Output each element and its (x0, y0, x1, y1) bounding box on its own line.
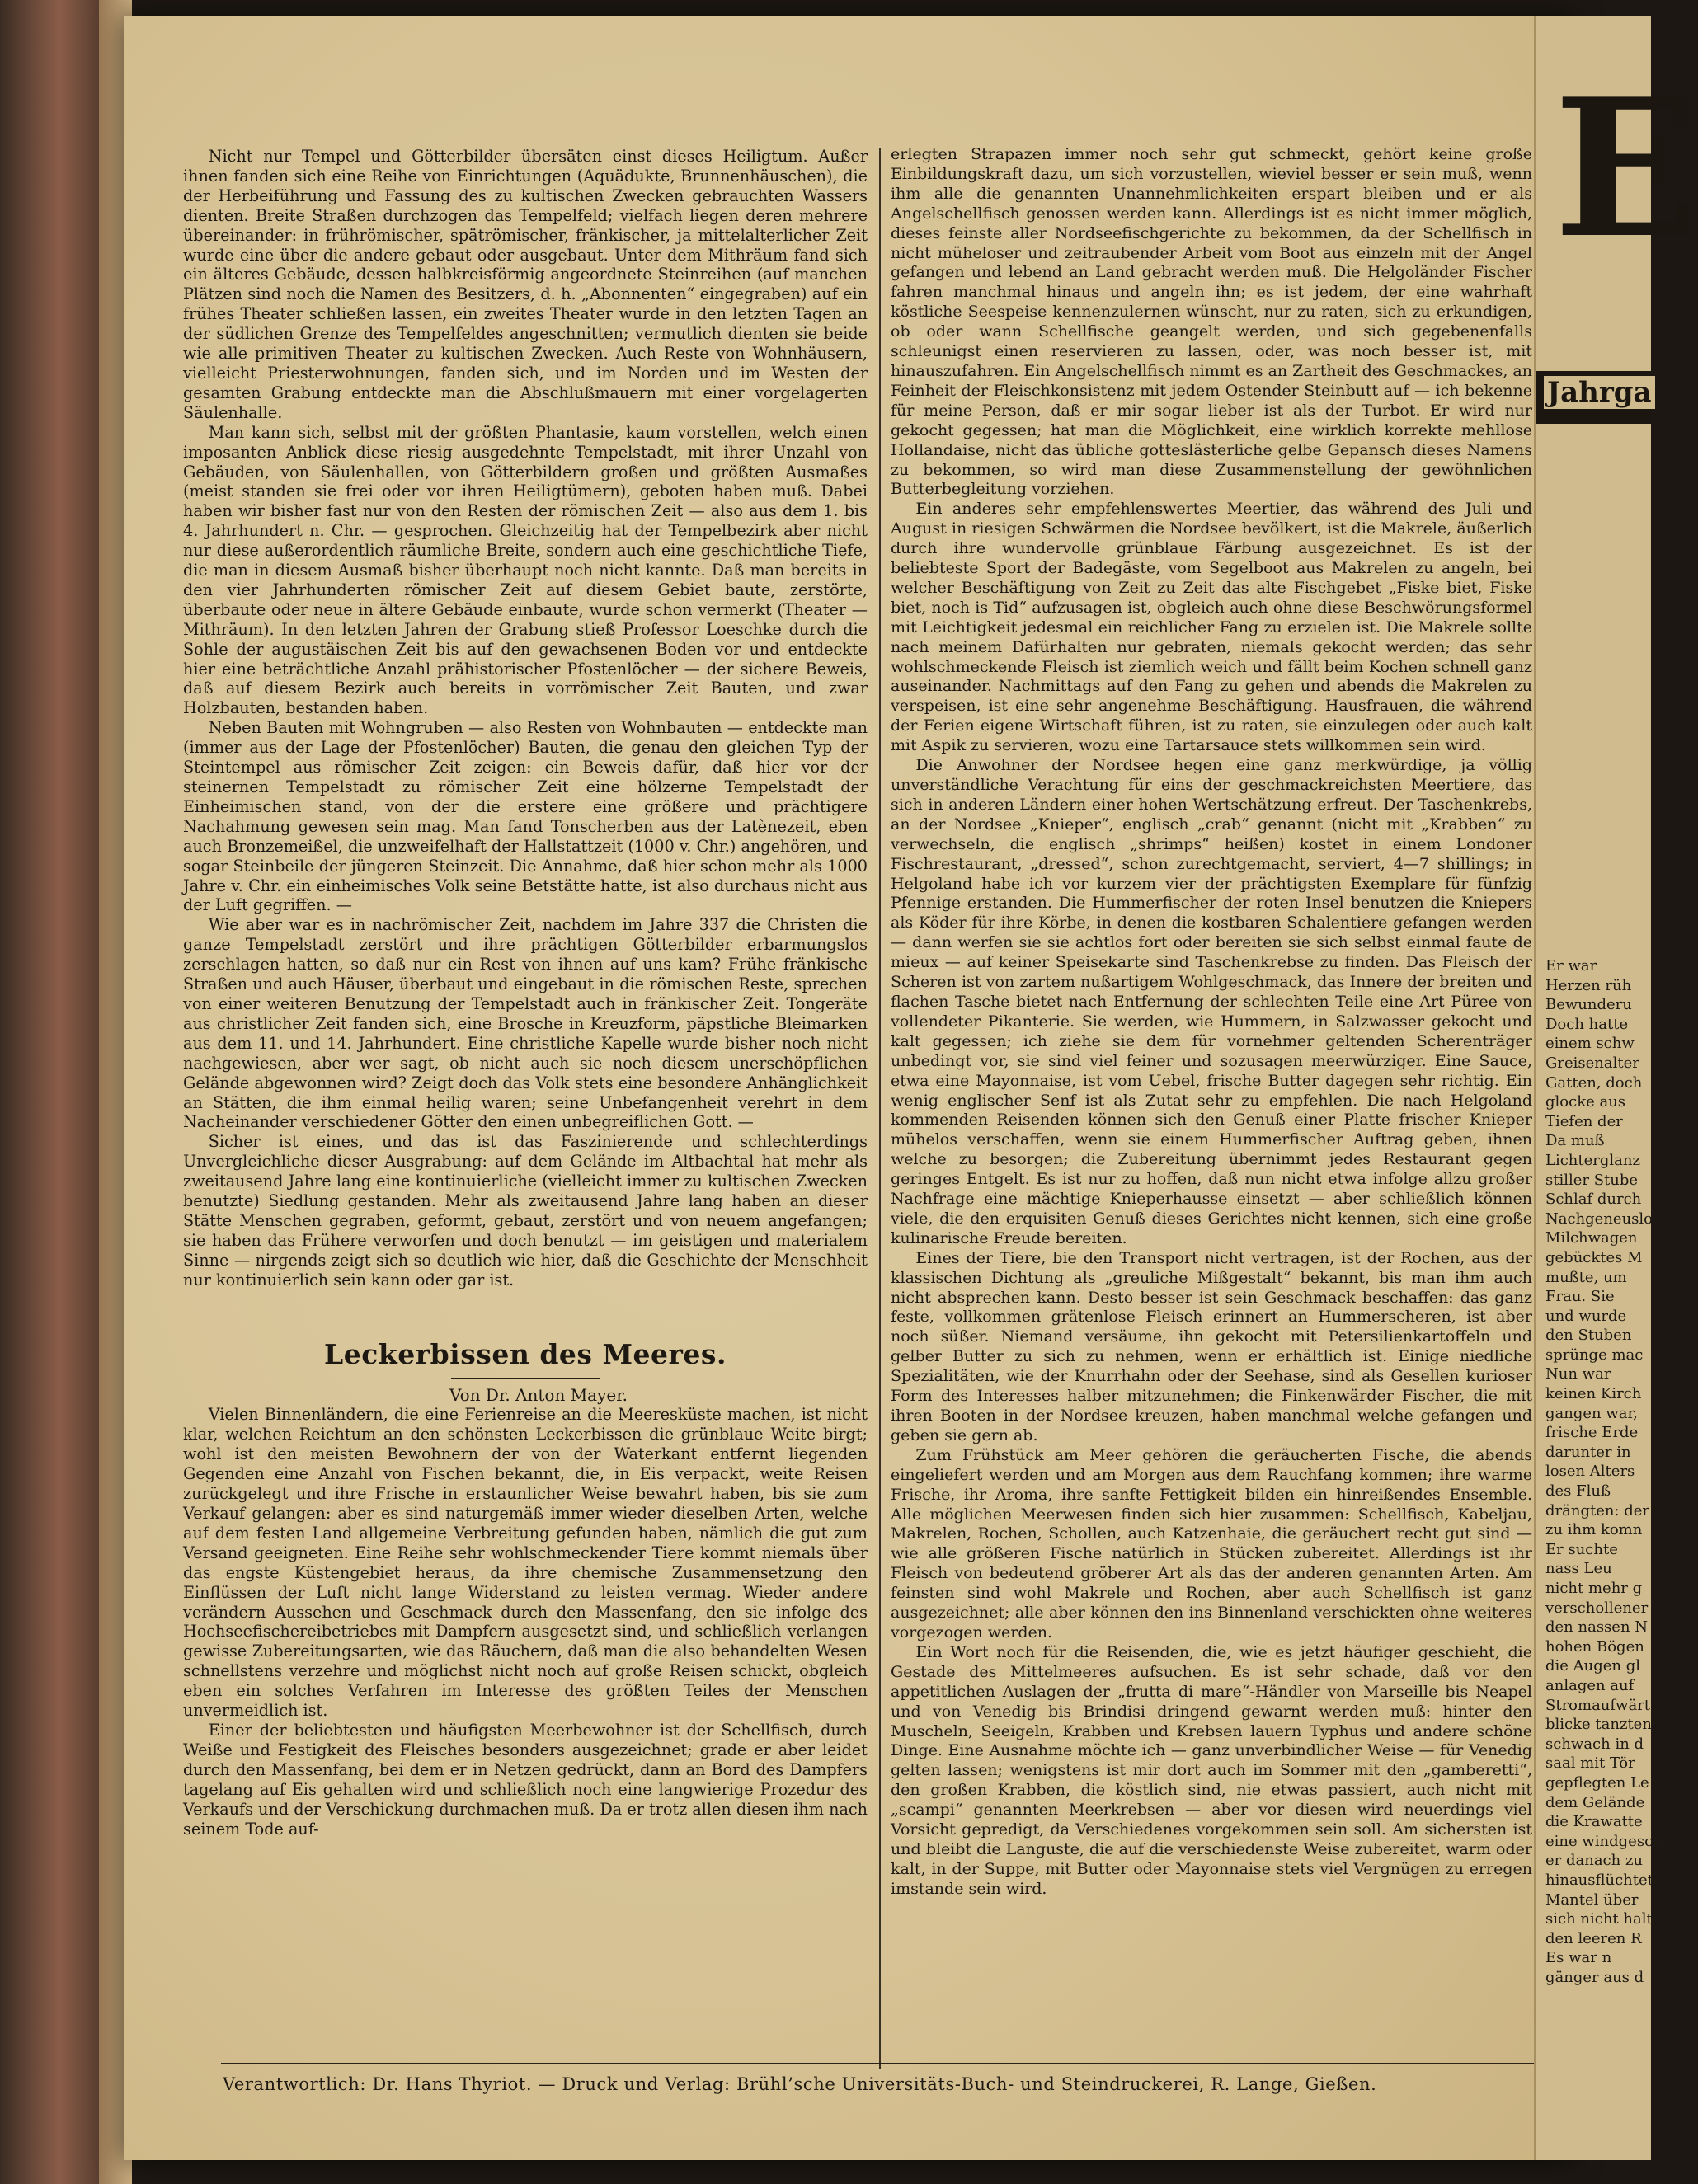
adjacent-line: glocke aus (1545, 1093, 1626, 1111)
adjacent-line: er danach zu (1545, 1852, 1644, 1870)
adjacent-heading: Jahrga (1544, 376, 1655, 409)
paragraph: Sicher ist eines, und das ist das Faszinierende und schlechterdings Unvergleichliche dieser Ausgrabung: auf dem Gelände im Altbachtal hat mehr als zweitausend Jahre lang eine kontinuierliche (vielleicht immer zu kultischen Zwecken benutzte) Siedlung gestanden. Mehr als zweitausend Jahre lang haben an dieser Stätte Menschen gegraben, geformt, gebaut, zerstört und von neuem angefangen; sie haben das Frühere verworfen und doch benutzt — im geistigen und materialem Sinne — nirgends zeigt sich so deutlich wie hier, daß die Geschichte der Menschheit nur kontinuierlich sein kann oder gar ist. (183, 1132, 868, 1289)
adjacent-line: dem Gelände (1545, 1793, 1645, 1811)
adjacent-line: losen Alters (1545, 1463, 1635, 1481)
adjacent-line: Stromaufwärt (1545, 1696, 1651, 1714)
adjacent-line: hohen Bögen (1545, 1637, 1644, 1656)
adjacent-line: drängten: der (1545, 1501, 1650, 1519)
adjacent-line: nicht mehr g (1545, 1580, 1643, 1597)
paragraph: Die Anwohner der Nordsee hegen eine ganz merkwürdige, ja völlig unverständliche Verachtung für eins der geschmackreichsten Meertiere, das sich in anderen Ländern einer hohen Wertschätzung erfreut. Der Taschenkrebs, an der Nordsee „Knieper“, englisch „crab“ genannt (nicht mit „Krabben“ zu verwechseln, die englisch „shrimps“ heißen) kostet in einem Londoner Fischrestaurant, „dressed“, schon zurechtgemacht, serviert, 4—7 shillings; in Helgoland habe ich vor kurzem vier der prächtigsten Exemplare für fünfzig Pfennige erstanden. Die Hummerfischer der roten Insel benutzen die Kniepers als Köder für ihre Körbe, in denen die kostbaren Schalentiere gefangen werden — dann werfen sie sie achtlos fort oder bereiten sie sich selbst einmal faute de mieux — auf keiner Speisekarte sind Taschenkrebse zu finden. Das Fleisch der Scheren ist von zartem nußartigem Wohlgeschmack, das Innere der breiten und flachen Tasche bietet nach Entfernung der schlechten Teile eine Art Püree von vollendeter Pikanterie. Sie werden, wie Hummern, in Salzwasser gekocht und kalt gegessen; ich ziehe sie dem für vornehmer geltenden Scherenträger unbedingt vor, sie sind viel feiner und sozusagen meerwürziger. Eine Sauce, etwa eine Mayonnaise, ist vom Uebel, frische Butter dagegen sehr richtig. Ein wenig englischer Senf ist als Zutat sehr zu empfehlen. Die nach Helgoland kommenden Reisenden können sich den Genuß einer Platte frischer Knieper mühelos verschaffen, wenn sie einem Hummerfischer Auftrag geben, ihnen welche zu besorgen; die Zubereitung übernimmt jedes Restaurant gegen geringes Entgelt. Es ist nur zu hoffen, daß nun nicht etwa infolge allzu großer Nachfrage eine mächtige Knieperhausse einsetzt — aber schließlich können viele, die den erquisiten Genuß dieses Gerichtes nicht kennen, sich eine große kulinarische Freude bereiten. (891, 756, 1532, 1247)
adjacent-line: Er war (1545, 957, 1597, 975)
adjacent-line: Lichterglanz (1545, 1151, 1640, 1169)
adjacent-line: Nun war (1545, 1365, 1611, 1383)
adjacent-line: mußte, um (1545, 1268, 1627, 1286)
article-byline: Von Dr. Anton Mayer. (449, 1384, 628, 1405)
adjacent-text-lines (1545, 956, 1663, 1987)
adjacent-line: Nachgeneuslo (1545, 1209, 1653, 1228)
adjacent-line: stiller Stube (1545, 1171, 1639, 1189)
adjacent-line: Tiefen der (1545, 1112, 1623, 1130)
paragraph: Wie aber war es in nachrömischer Zeit, nachdem im Jahre 337 die Christen die ganze Tempelstadt zerstört und ihre prächtigen Götterbilder erbarmungslos zerschlagen hatten, so daß nur ein Rest von ihnen auf uns kam? Frühe fränkische Straßen und auch Häuser, überbaut und eingebaut in die römischen Reste, sprechen von einer weiteren Benutzung der Tempelstadt auch in fränkischer Zeit. Tongeräte aus christlicher Zeit fanden sich, eine Brosche in Kreuzform, päpstliche Bleimarken aus dem 11. und 14. Jahrhundert. Eine christliche Kapelle wurde bisher noch nicht nachgewiesen, aber wer sagt, ob nicht auch sie noch diesem unerschöpflichen Gelände abgewonnen wird? Zeigt doch das Volk stets eine besondere Anhänglichkeit an Stätten, die ihm einmal heilig waren; seine Unbefangenheit verehrt in dem Nacheinander verschiedener Götter den einen unbegreiflichen Gott. — (183, 915, 868, 1132)
title-rule (451, 1378, 600, 1379)
adjacent-line: Milchwagen (1545, 1229, 1638, 1247)
imprint-footer: Verantwortlich: Dr. Hans Thyriot. — Druck und Verlag: Brühl’sche Universitäts-Buch- und Steindruckerei, R. Lange, Gießen. (223, 2074, 1377, 2094)
adjacent-line: und wurde (1545, 1307, 1627, 1325)
paragraph: Nicht nur Tempel und Götterbilder übersäten einst dieses Heiligtum. Außer ihnen fanden sich eine Reihe von Einrichtungen (Aquädukte, Brunnenhäuschen), die der Herbeiführung und Fassung des zu kultischen Zwecken gebrauchten Wassers dienten. Breite Straßen durchzogen das Tempelfeld; vielfach liegen deren mehrere übereinander: in frührömischer, spätrömischer, fränkischer, ja mittelalterlicher Zeit wurde eine über die andere gebaut oder ausgebaut. Unter dem Mithräum fand sich ein älteres Gebäude, dessen halbkreisförmig angeordnete Steinreihen (auf manchen Plätzen sind noch die Namen des Besitzers, d. h. „Abonnenten“ eingegraben) auf ein frühes Theater schließen lassen, ein zweites Theater wurde in den letzten Tagen an der südlichen Grenze des Tempelfeldes angeschnitten; vermutlich dienten sie beide wie alle primitiven Theater zu kultischen Zwecken. Auch Reste von Wohnhäusern, vielleicht Priesterwohnungen, fanden sich, und im Norden und im Westen der gesamten Grabung entdeckte man die Abschlußmauern mit einer vorgelagerten Säulenhalle. (183, 147, 868, 422)
adjacent-line: einem schw (1545, 1035, 1635, 1053)
adjacent-line: saal mit Tör (1545, 1754, 1635, 1773)
right-column (891, 145, 1532, 1900)
adjacent-line: Schlaf durch (1545, 1191, 1642, 1209)
paragraph: Ein anderes sehr empfehlenswertes Meertier, das während des Juli und August in riesigen Schwärmen die Nordsee bevölkert, ist die Makrele, äußerlich durch ihre wundervolle grünblaue Färbung ausgezeichnet. Es ist der beliebteste Sport der Badegäste, vom Segelboot aus Makrelen zu angeln, bei welcher Beschäftigung von Zeit zu Zeit das alte Fischgebet „Fiske biet, Fiske biet, noch is Tid“ aufzusagen ist, obgleich auch ohne diese Beschwörungsformel mit Leichtigkeit jedesmal ein reichlicher Fang zu erzielen ist. Die Makrele sollte nach meinem Dafürhalten nur gebraten, niemals gekocht werden; das sehr wohlschmeckende Fleisch ist ziemlich weich und fällt beim Kochen schnell ganz auseinander. Nachmittags auf den Fang zu gehen und abends die Makrelen zu verspeisen, ist eine sehr angenehme Beschäftigung. Hausfrauen, die während der Ferien eigene Wirtschaft führen, ist zu raten, sie einzulegen oder auch kalt mit Aspik zu servieren, wozu eine Tartarsauce stets willkommen sein wird. (891, 500, 1532, 755)
paragraph: Vielen Binnenländern, die eine Ferienreise an die Meeresküste machen, ist nicht klar, welchen Reichtum an den schönsten Leckerbissen die grünblaue Weite birgt; wohl ist den meisten Bewohnern der von der Waterkant entfernt liegenden Gegenden eine Anzahl von Fischen bekannt, die, in Eis verpackt, weite Reisen zurückgelegt und ihre Frische in erstaunlicher Weise bewahrt haben, bis sie zum Verkauf gelangen: aber es sind naturgemäß immer wieder dieselben Arten, welche auf dem festen Land allgemeine Verbreitung gefunden haben, nämlich die gut zum Versand geeigneten. Eine Reihe sehr wohlschmeckender Tiere kommt niemals über das engste Küstengebiet heraus, da ihre chemische Zusammensetzung den Einflüssen der Luft nicht lange Widerstand zu leisten vermag. Wieder andere verändern Aussehen und Geschmack durch den Massenfang, den sie infolge des Hochseefischereibetriebes mit Dampfern ausgesetzt sind, und schließlich verlangen gewisse Zubereitungsarten, wie das Räuchern, daß man die also behandelten Wesen schnellstens verzehre und möglichst nicht noch auf große Reisen schickt, obgleich eben ein solches Verfahren im Interesse des größten Teiles der Menschen unvermeidlich ist. (183, 1405, 868, 1721)
adjacent-line: Es war n (1545, 1949, 1612, 1967)
paragraph: Ein Wort noch für die Reisenden, die, wie es jetzt häufiger geschieht, die Gestade des Mittelmeeres aufsuchen. Es ist sehr schade, daß vor den appetitlichen Auslagen der „frutta di mare“-Händler von Marseille bis Neapel und von Venedig bis Brindisi dringend gewarnt werden muß: hinter den Muscheln, Seeigeln, Krabben und Krebsen lauern Typhus und andere schöne Dinge. Eine Ausnahme möchte ich — ganz unverbindlicher Weise — für Venedig gelten lassen; wenigstens ist mir dort auch im Sommer mit den „gamberetti“, den großen Krabben, die köstlich sind, nie etwas passiert, auch nicht mit „scampi“ genannten Meerkrebsen — aber vor diesen wird neuerdings viel Vorsicht gepredigt, da Verschiedenes vorgekommen sein soll. Am sichersten ist und bleibt die Languste, die auf die verschiedenste Weise zubereitet, warm oder kalt, in der Suppe, mit Butter oder Mayonnaise stets viel Vergnügen zu erregen imstande sein wird. (891, 1642, 1532, 1898)
paragraph: erlegten Strapazen immer noch sehr gut schmeckt, gehört keine große Einbildungskraft dazu, um sich vorzustellen, wieviel besser er sein muß, wenn ihm alle die genannten Unannehmlichkeiten erspart bleiben und er als Angelschellfisch genossen werden kann. Allerdings ist es nicht immer möglich, dieses feinste aller Nordseefischgerichte zu bekommen, da der Schellfisch in nicht müheloser und zeitraubender Arbeit vom Boot aus einzeln mit der Angel gefangen und lebend an Land gebracht werden muß. Die Helgoländer Fischer fahren manchmal hinaus und angeln ihn; es ist jedem, der eine wahrhaft köstliche Seespeise kennenzulernen wünscht, nur zu raten, sich zu erkundigen, ob oder wann Schellfische geangelt werden, und sich gegebenenfalls schleunigst einen reservieren zu lassen, oder, was noch besser ist, mit hinauszufahren. Ein Angelschellfisch nimmt es an Zartheit des Geschmackes, an Feinheit der Fleischkonsistenz mit jedem Ostender Steinbutt auf — ich bekenne für meine Person, daß er mir sogar lieber ist als der Turbot. Er wird nur gekocht gegessen; hat man die Möglichkeit, eine wirklich korrekte mehllose Hollandaise, nicht das übliche gotteslästerliche gelbe Gepansch dieses Namens zu bekommen, so wird man diese Zusammenstellung der gewöhnlichen Butterbegleitung vorziehen. (891, 145, 1532, 499)
article-title: Leckerbissen des Meeres. (324, 1337, 727, 1370)
adjacent-line: sprünge mac (1545, 1346, 1644, 1364)
adjacent-line: sich nicht halte (1545, 1910, 1662, 1928)
adjacent-line: Doch hatte (1545, 1015, 1629, 1033)
adjacent-line: Gatten, doch (1545, 1073, 1643, 1092)
adjacent-line: den leeren R (1545, 1929, 1642, 1947)
paragraph: Zum Frühstück am Meer gehören die geräucherten Fische, die abends eingeliefert werden und am Morgen aus dem Rauchfang kommen; ihre warme Frische, ihr Aroma, ihre sanfte Fettigkeit bilden ein hinreißendes Ensemble. Alle möglichen Meerwesen finden sich hier zusammen: Schellfisch, Kabeljau, Makrelen, Rochen, Schollen, auch Katzenhaie, die geräuchert recht gut sind — wie alle größeren Fische natürlich in Stücken zubereitet. Allerdings ist ihr Fleisch von bedeutend gröberer Art als das der anderen genannten Arten. Am feinsten sind wohl Makrele und Rochen, aber auch Schellfisch ist ganz ausgezeichnet; alle aber können den ins Binnenland verschickten ohne weiteres vorgezogen werden. (891, 1445, 1532, 1642)
adjacent-line: eine windgesch (1545, 1832, 1663, 1850)
adjacent-line: gebücktes M (1545, 1248, 1643, 1266)
adjacent-line: verschollener (1545, 1599, 1649, 1617)
left-column (183, 147, 868, 1839)
adjacent-line: des Fluß (1545, 1482, 1611, 1501)
adjacent-line: keinen Kirch (1545, 1385, 1642, 1403)
adjacent-line: gepflegten Le (1545, 1773, 1649, 1792)
column-divider (879, 148, 881, 2069)
adjacent-line: darunter in (1545, 1443, 1631, 1461)
adjacent-line: Da muß (1545, 1132, 1605, 1150)
paragraph: Einer der beliebtesten und häufigsten Meerbewohner ist der Schellfisch, durch Weiße und Festigkeit des Fleisches besonders ausgezeichnet; grade er aber leidet durch den Massenfang, bei dem er in Netzen gedrückt, dann an Bord des Dampfers tagelang auf Eis gehalten wird und schließlich noch eine langwierige Prozedur des Verkaufs und der Verschickung durchmachen muß. Da er trotz allen diesen ihm nach seinem Tode auf- (183, 1720, 868, 1839)
adjacent-line: Frau. Sie (1545, 1288, 1615, 1306)
adjacent-line: Greisenalter (1545, 1054, 1639, 1072)
paragraph: Man kann sich, selbst mit der größten Phantasie, kaum vorstellen, welch einen imposanten Anblick diese riesig ausgedehnte Tempelstadt, mit ihrer Unzahl von Gebäuden, von Säulenhallen, von Götterbildern großen und größten Ausmaßes (meist standen sie frei oder vor ihren Heiligtümern), geboten haben muß. Dabei haben wir bisher fast nur von den Resten der römischen Zeit — also aus dem 1. bis 4. Jahrhundert n. Chr. — gesprochen. Gleichzeitig hat der Tempelbezirk aber nicht nur diese außerordentlich räumliche Breite, sondern auch eine geschichtliche Tiefe, die man in diesem Ausmaß bisher überhaupt noch nicht kannte. Daß man bereits in den vier Jahrhunderten römischer Zeit auf diesem Gebiet baute, zerstörte, überbaute oder neue in ältere Gebäude einbaute, wurde schon vermerkt (Theater — Mithräum). In den letzten Jahren der Grabung stieß Professor Loeschke durch die Sohle der augustäischen Zeit bis auf den gewachsenen Boden vor und entdeckte hier eine beträchtliche Anzahl prähistorischer Pfostenlöcher — der sichere Beweis, daß auf diesem Bezirk auch bereits in vorrömischer Zeit Bauten, und zwar Holzbauten, bestanden haben. (183, 422, 868, 718)
adjacent-line: frische Erde (1545, 1424, 1639, 1442)
adjacent-page (1534, 16, 1698, 2160)
adjacent-line: hinausflüchtete (1545, 1871, 1663, 1889)
adjacent-line: den nassen N (1545, 1618, 1649, 1637)
adjacent-line: Bewunderu (1545, 996, 1632, 1014)
adjacent-line: gangen war, (1545, 1404, 1638, 1422)
adjacent-line: anlagen auf (1545, 1676, 1635, 1694)
masthead-initial: E (1554, 58, 1698, 280)
adjacent-line: Herzen rüh (1545, 976, 1632, 994)
adjacent-line: Er suchte (1545, 1540, 1618, 1558)
adjacent-line: die Augen gl (1545, 1657, 1641, 1675)
adjacent-line: die Krawatte (1545, 1813, 1643, 1831)
adjacent-line: Mantel über (1545, 1890, 1639, 1909)
adjacent-line: nass Leu (1545, 1560, 1612, 1578)
paragraph: Eines der Tiere, bie den Transport nicht vertragen, ist der Rochen, aus der klassischen Dichtung als „greuliche Mißgestalt“ bekannt, bis man ihm auch nicht absprechen kann. Desto besser ist sein Geschmack beschaffen: das ganz feste, vollkommen grätenlose Fleisch erinnert an Hummerscheren, ist aber noch süßer. Niemand versäume, ihn gekocht mit Petersilienkartoffeln und gelber Butter zu sich zu nehmen, wenn er erhältlich ist. Einige niedliche Spezialitäten, wie der Knurrhahn oder der Seehase, sind als Gesellen kurioser Form des Interesses halber mitzunehmen; die Finkenwärder Fischer, die mit ihren Booten in der Nordsee kreuzen, haben manchmal welche gefangen und geben sie gern ab. (891, 1248, 1532, 1444)
adjacent-line: blicke tanzten (1545, 1716, 1652, 1734)
adjacent-line: gänger aus d (1545, 1968, 1644, 1986)
footer-rule (221, 2063, 1540, 2064)
adjacent-line: schwach in d (1545, 1735, 1644, 1753)
adjacent-line: den Stuben (1545, 1327, 1632, 1345)
book-binding (0, 0, 99, 2184)
adjacent-line: zu ihm komn (1545, 1521, 1643, 1539)
paragraph: Neben Bauten mit Wohngruben — also Resten von Wohnbauten — entdeckte man (immer aus der Lage der Pfostenlöcher) Bauten, die genau den gleichen Typ der Steintempel aus römischer Zeit zeigen: ein Beweis dafür, daß hier vor der steinernen Tempelstadt zu römischer Zeit eine hölzerne Tempelstadt der Einheimischen stand, von der die erstere eine größere und prächtigere Nachahmung gewesen sein mag. Man fand Tonscherben aus der Latènezeit, eben auch Bronzemeißel, die unzweifelhaft der Hallstattzeit (1000 v. Chr.) angehören, und sogar Steinbeile der jüngeren Steinzeit. Die Annahme, daß hier schon mehr als 1000 Jahre v. Chr. ein einheimisches Volk seine Betstätte hatte, ist also durchaus nicht aus der Luft gegriffen. — (183, 718, 868, 915)
